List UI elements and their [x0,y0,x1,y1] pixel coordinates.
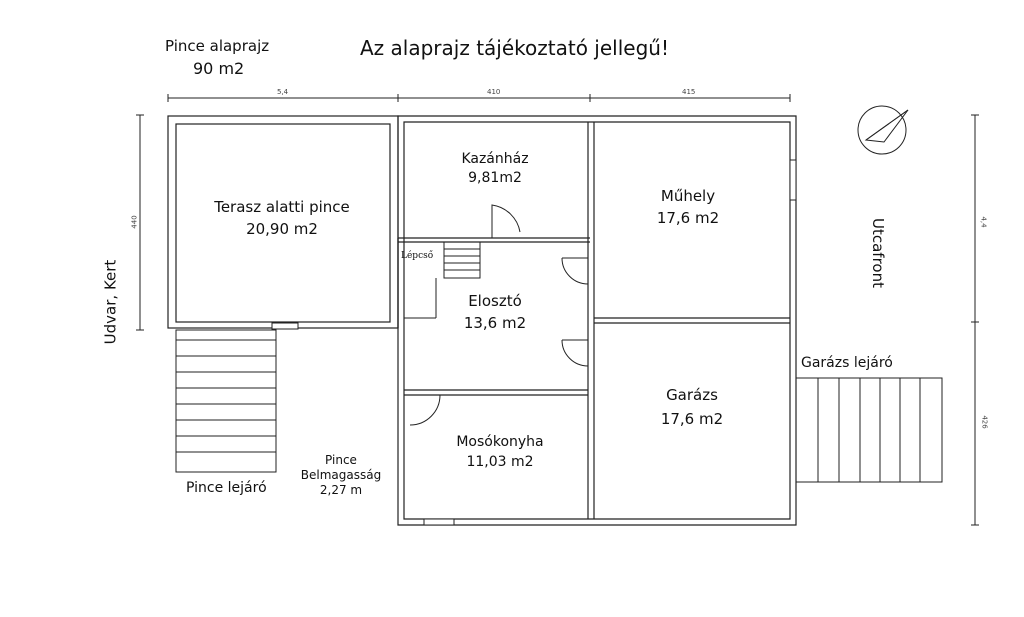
room-area: 13,6 m2 [463,314,527,332]
height-value: 2,27 m [319,483,363,497]
room-area: 9,81m2 [468,170,522,186]
height-label: Belmagasság [300,468,382,482]
cellar-stairs [176,330,276,472]
plan-name: Pince alaprajz [165,37,270,55]
stairs-label: Lépcső [401,251,434,261]
room-eloszto [430,292,560,332]
room-name: Elosztó [468,292,522,310]
room-terasz [182,198,382,238]
street-side-label: Utcafront [868,218,887,288]
room-kazanhaz [420,151,570,186]
page-title: Az alaprajz tájékoztató jellegű! [360,36,669,60]
dim-top-3: 415 [682,88,696,96]
room-mosokonyha [420,434,580,470]
compass-icon [858,106,908,154]
garage-ramp-label: Garázs lejáró [801,355,893,371]
room-garazs [612,386,772,428]
cellar-stairs-label: Pince lejáró [186,480,267,496]
height-title: Pince [325,453,357,467]
room-name: Mosókonyha [456,434,544,450]
ceiling-height [296,453,386,498]
room-area: 17,6 m2 [656,209,720,227]
dim-top-2: 410 [487,88,501,96]
garage-ramp [796,378,942,482]
dim-right-1: 4,4 [979,216,988,228]
room-area: 17,6 m2 [660,410,724,428]
room-name: Terasz alatti pince [214,198,350,216]
yard-side-label: Udvar, Kert [101,259,120,345]
plan-area: 90 m2 [193,59,245,78]
room-area: 20,90 m2 [246,220,318,238]
dim-top-1: 5,4 [277,88,289,96]
room-name: Garázs [666,386,718,404]
room-name: Kazánház [461,151,529,167]
dim-left: 440 [130,215,139,229]
room-name: Műhely [660,187,716,205]
dim-right-2: 426 [980,415,989,429]
room-area: 11,03 m2 [466,454,534,470]
room-muhely [608,187,768,227]
